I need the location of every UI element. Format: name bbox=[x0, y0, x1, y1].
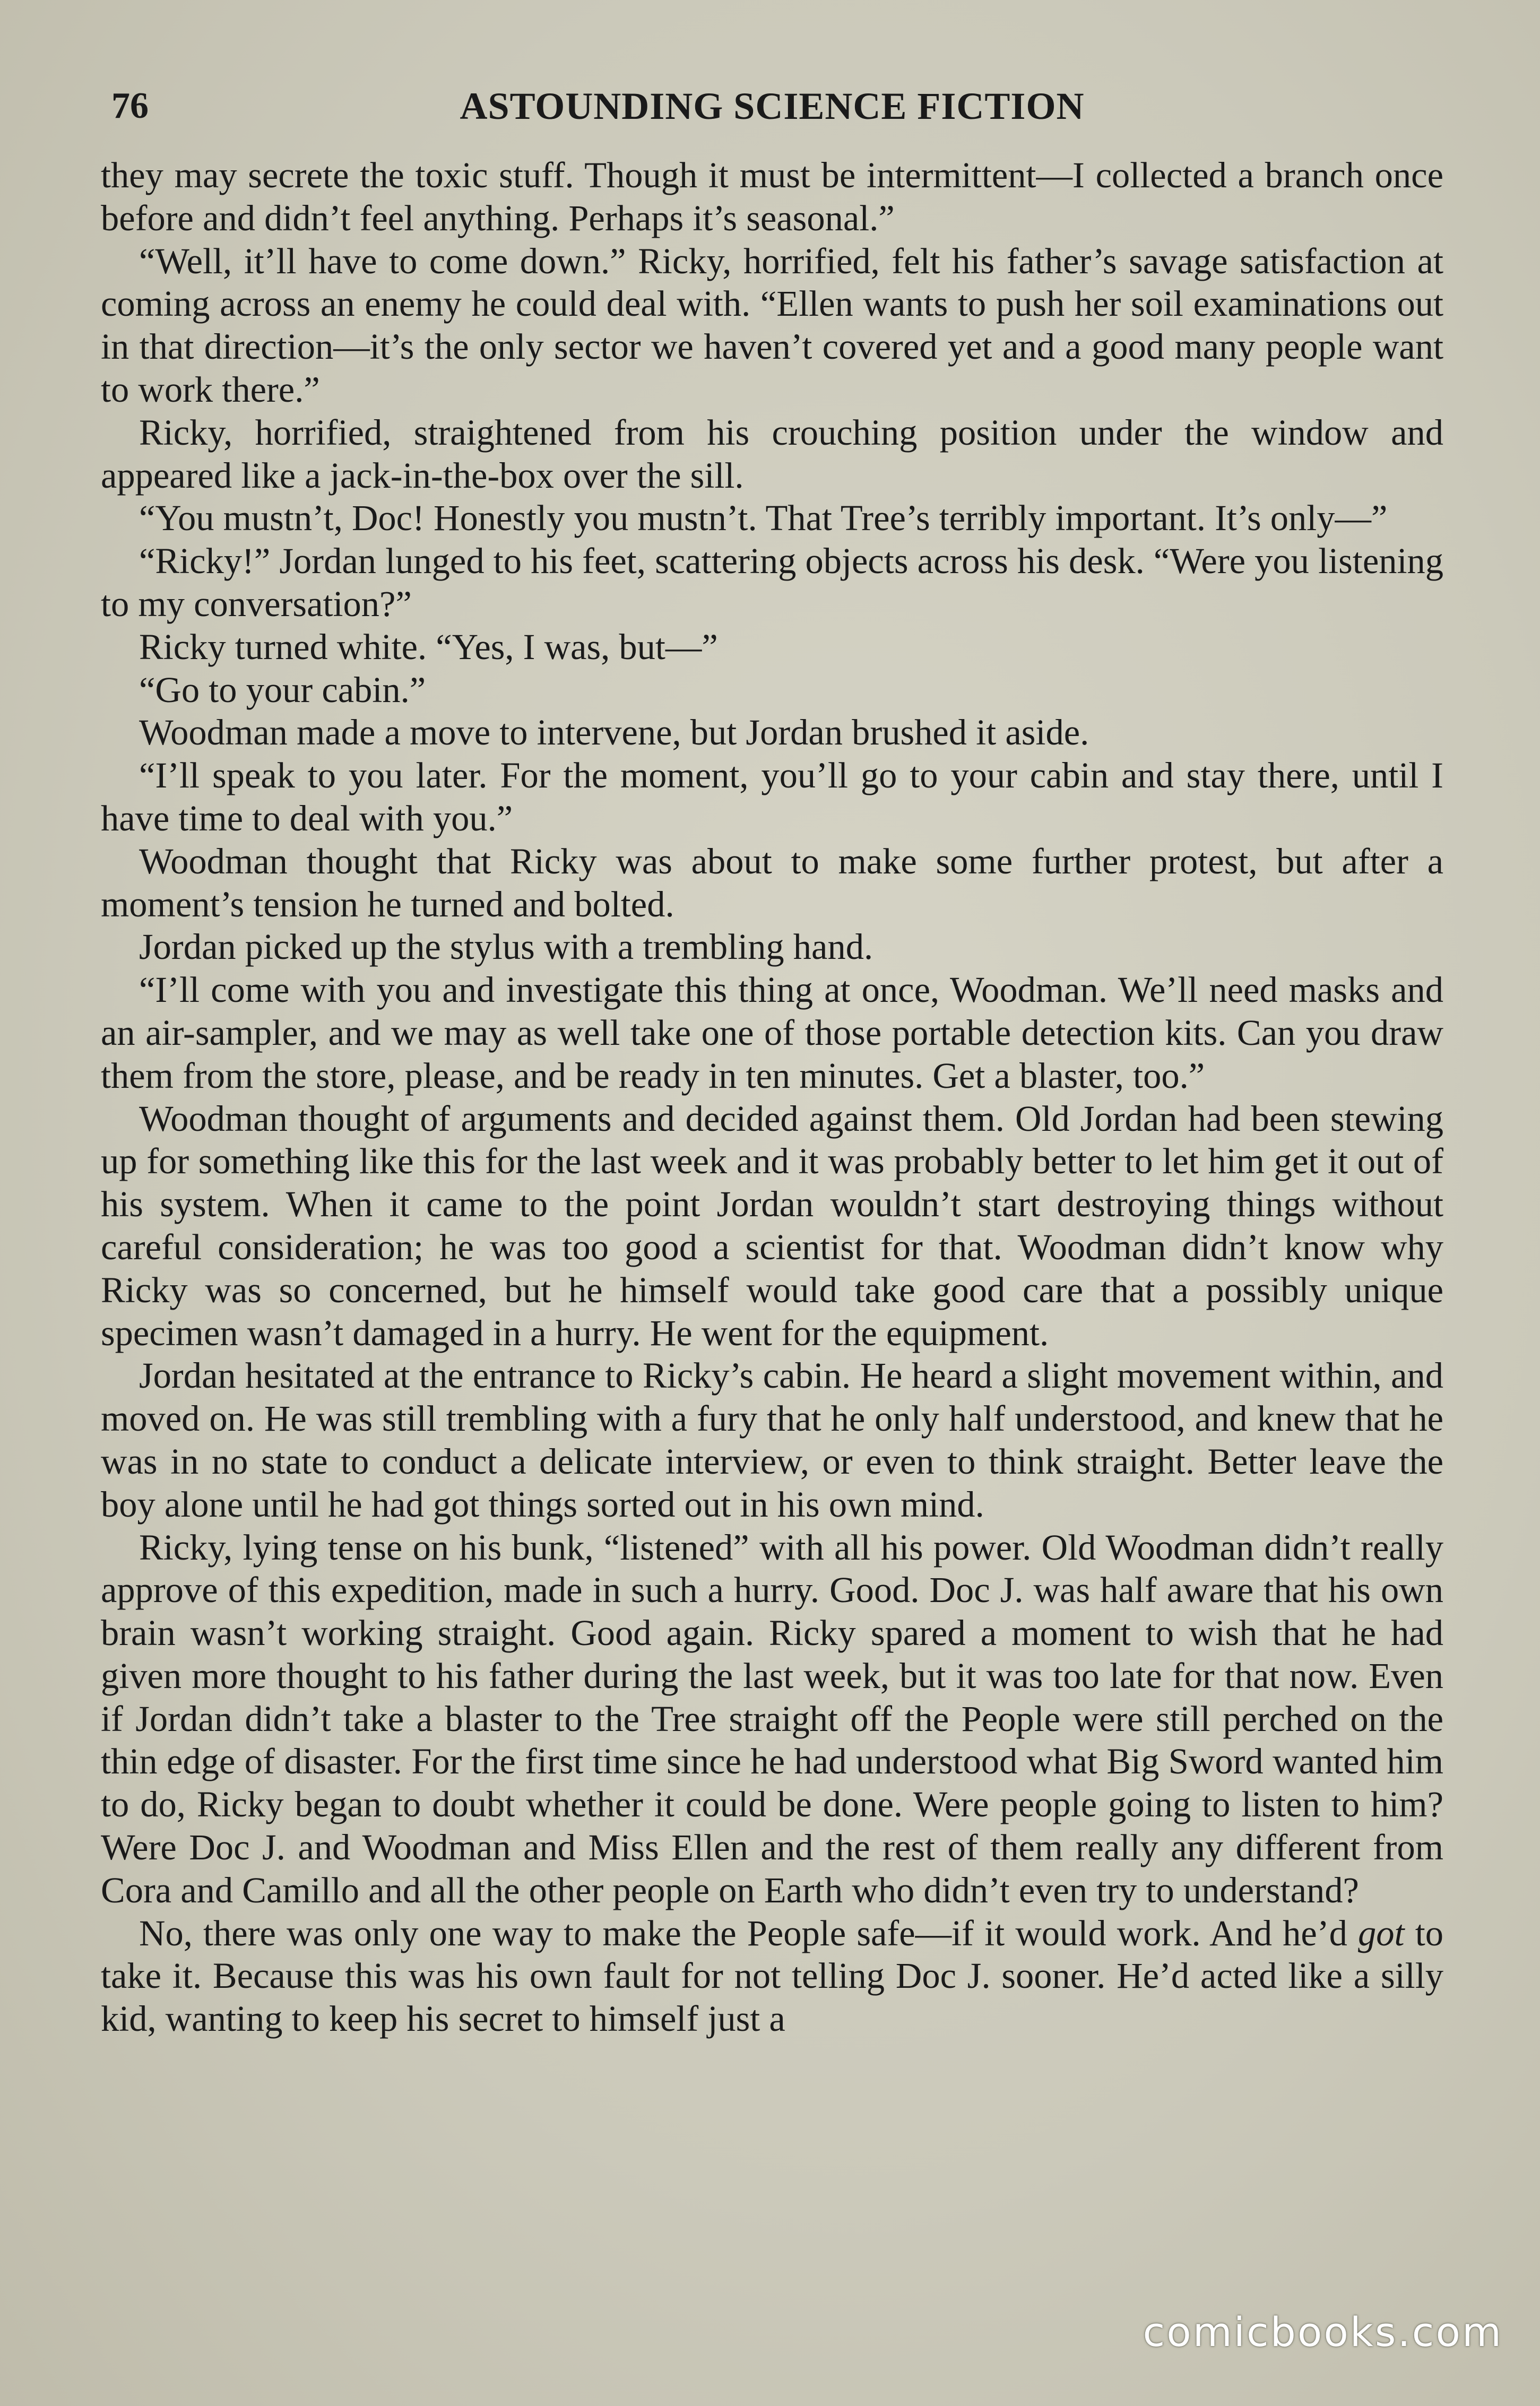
page-header bbox=[101, 80, 1443, 143]
italic-word: got bbox=[1358, 1912, 1405, 1953]
paragraph: Woodman made a move to intervene, but Jordan brushed it aside. bbox=[139, 712, 1089, 753]
paragraph: Jordan hesitated at the entrance to Ricky’s cabin. He heard a slight movement within, and moved on. He was still trembling with a fury that he only half understood, and knew that he was in no state to conduct a delicate interview, or even to think straight. Better leave the boy alone until he had got things sorted out in his own mind. bbox=[101, 1355, 1443, 1525]
paragraph-last bbox=[101, 1912, 1443, 2040]
paragraph: “I’ll speak to you later. For the moment, you’ll go to your cabin and stay there, until I have time to deal with you.” bbox=[101, 755, 1443, 838]
paragraph: “I’ll come with you and investigate this thing at once, Woodman. We’ll need masks and an air-sampler, and we may as well take one of those portable detection kits. Can you draw them from the store, please, and be ready in ten minutes. Get a blaster, too.” bbox=[101, 970, 1443, 1096]
paragraph: Woodman thought that Ricky was about to make some further protest, but after a moment’s tension he turned and bolted. bbox=[101, 841, 1443, 924]
paragraph: Ricky turned white. “Yes, I was, but—” bbox=[139, 626, 718, 667]
text-run: No, there was only one way to make the People safe—if it would work. And he’d bbox=[139, 1912, 1359, 1953]
running-head: ASTOUNDING SCIENCE FICTION bbox=[460, 85, 1085, 127]
page-number: 76 bbox=[111, 85, 149, 126]
paragraph: “Well, it’ll have to come down.” Ricky, horrified, felt his father’s savage satisfaction at coming across an enemy he could deal with. “Ellen wants to push her soil examinations out in that direction—it’s the only sector we haven’t covered yet and a good many people want to work there.” bbox=[101, 240, 1443, 410]
text-run: to take it. Because this was his own fault for not telling Doc J. sooner. He’d acted like a silly kid, wanting to keep his secret to himself just a bbox=[101, 1912, 1443, 2039]
paragraph: Ricky, horrified, straightened from his crouching position under the window and appeared like a jack-in-the-box over the sill. bbox=[101, 412, 1443, 496]
book-page bbox=[101, 80, 1443, 2308]
watermark: comicbooks.com bbox=[1143, 2308, 1503, 2356]
paragraph: Ricky, lying tense on his bunk, “listened” with all his power. Old Woodman didn’t really approve of this expedition, made in such a hurry. Good. Doc J. was half aware that his own brain wasn’t working straight. Good again. Ricky spared a moment to wish that he had given more thought to his father during the last week, but it was too late for that now. Even if Jordan didn’t take a blaster to the Tree straight off the People were still perched on the thin edge of disaster. For the first time since he had understood what Big Sword wanted him to do, Ricky began to doubt whether it could be done. Were people going to listen to him? Were Doc J. and Woodman and Miss Ellen and the rest of them really any different from Cora and Camillo and all the other people on Earth who didn’t even try to understand? bbox=[101, 1527, 1443, 1910]
paragraph: “You mustn’t, Doc! Honestly you mustn’t. That Tree’s terribly important. It’s only—” bbox=[139, 498, 1388, 539]
paragraph: “Go to your cabin.” bbox=[139, 669, 426, 710]
paragraph: they may secrete the toxic stuff. Though it must be intermittent—I collected a branch once before and didn’t feel anything. Perhaps it’s seasonal.” bbox=[101, 155, 1443, 238]
paragraph: “Ricky!” Jordan lunged to his feet, scattering objects across his desk. “Were you listening to my conversation?” bbox=[101, 541, 1443, 624]
body-text bbox=[101, 154, 1443, 2040]
paragraph: Woodman thought of arguments and decided against them. Old Jordan had been stewing up for something like this for the last week and it was probably better to let him get it out of his system. When it came to the point Jordan wouldn’t start destroying things without careful consideration; he was too good a scientist for that. Woodman didn’t know why Ricky was so concerned, but he himself would take good care that a possibly unique specimen wasn’t damaged in a hurry. He went for the equipment. bbox=[101, 1098, 1443, 1353]
paragraph: Jordan picked up the stylus with a trembling hand. bbox=[139, 927, 873, 967]
